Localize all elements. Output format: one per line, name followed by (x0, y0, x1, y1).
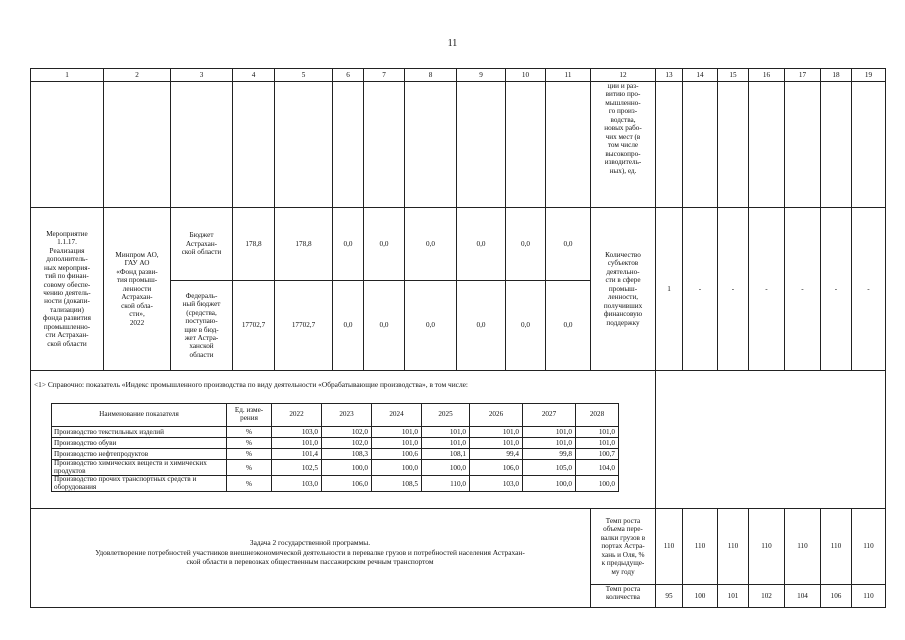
funding-value: 0,0 (563, 239, 573, 248)
funding-value: 0,0 (343, 321, 353, 330)
grid-line (30, 81, 886, 82)
funding-value: 0,0 (343, 239, 353, 248)
ref-row-name: Производство нефтепродуктов (52, 449, 227, 460)
task-2-target: 110 (761, 542, 772, 551)
reference-table (51, 403, 619, 492)
ref-row-value: 101,0 (523, 438, 576, 449)
ref-header-year: 2025 (422, 404, 470, 427)
ref-row-name: Производство текстильных изделий (52, 427, 227, 438)
ref-table-row (52, 427, 619, 438)
ref-row-value: 100,0 (576, 476, 619, 492)
task-2-target: 110 (663, 542, 675, 551)
reference-note: <1> Справочно: показатель «Индекс промышленного производства по виду деятельности «Обрабатывающие производства», в том числе: (34, 380, 468, 389)
task-2-target: 110 (727, 542, 739, 551)
event-name: Мероприятие 1.1.17. Реализация дополнитель- ных мероприя- тий по финан- совому обеспе- чению деятель- ности (докапи- тализации) фонда развития промышленно- сти Астрахан- ской области (43, 229, 91, 348)
funding-value: 0,0 (521, 321, 530, 330)
funding-value: 0,0 (379, 239, 389, 248)
column-header-9: 9 (479, 70, 483, 79)
indicator-target: - (731, 284, 735, 293)
task-2-target: 110 (830, 542, 842, 551)
ref-row-value: 101,0 (422, 438, 470, 449)
ref-row-unit: % (227, 460, 272, 476)
task-2-target: 110 (863, 542, 874, 551)
column-header-16: 16 (762, 70, 771, 79)
column-header-13: 13 (665, 70, 673, 79)
ref-row-value: 100,7 (576, 449, 619, 460)
ref-row-value: 101,0 (422, 427, 470, 438)
column-header-12: 12 (619, 70, 627, 79)
ref-row-value: 103,0 (272, 476, 322, 492)
column-header-1: 1 (65, 70, 69, 79)
column-header-10: 10 (521, 70, 530, 79)
column-header-4: 4 (251, 70, 256, 79)
task-2-block (30, 538, 590, 567)
task-2-target: 102 (761, 591, 772, 600)
ref-row-value: 108,1 (422, 449, 470, 460)
ref-row-value: 100,0 (523, 476, 576, 492)
funding-value: 178,8 (245, 239, 262, 248)
grid-line (655, 370, 656, 508)
ref-row-unit: % (227, 449, 272, 460)
ref-row-value: 103,0 (272, 427, 322, 438)
ref-header-name: Наименование показателя (52, 404, 227, 427)
page-number: 11 (447, 38, 458, 49)
ref-row-value: 100,0 (422, 460, 470, 476)
ref-row-value: 100,0 (372, 460, 422, 476)
ref-row-value: 102,0 (322, 427, 372, 438)
reference-table-header (52, 404, 619, 427)
column-header-18: 18 (832, 70, 840, 79)
funding-source: Бюджет Астрахан- ской области (181, 231, 222, 257)
column-header-15: 15 (729, 70, 737, 79)
ref-row-unit: % (227, 476, 272, 492)
ref-row-value: 100,0 (322, 460, 372, 476)
ref-row-value: 100,6 (372, 449, 422, 460)
funding-value: 0,0 (379, 321, 389, 330)
ref-row-value: 105,0 (523, 460, 576, 476)
column-header-2: 2 (135, 70, 139, 79)
ref-row-value: 106,0 (322, 476, 372, 492)
event-indicator: Количество субъектов деятельно- сти в сфере промыш- ленности, получивших финансовую поддержку (603, 250, 643, 327)
indicator-target: - (801, 284, 804, 293)
ref-row-value: 99,8 (523, 449, 576, 460)
ref-row-value: 101,0 (523, 427, 576, 438)
ref-row-name: Производство прочих транспортных средств и оборудования (52, 476, 227, 492)
ref-table-row (52, 438, 619, 449)
task-2-indicator: Темп роста количества (605, 585, 641, 602)
ref-row-name: Производство обуви (52, 438, 227, 449)
ref-header-year: 2027 (523, 404, 576, 427)
funding-value: 0,0 (426, 321, 435, 330)
funding-value: 0,0 (426, 239, 435, 248)
task-2-indicator: Темп роста объема пере- валки грузов в портах Астра- хань и Оля, % к предыдуще- му году (600, 516, 646, 576)
task-2-title: Задача 2 государственной программы. (249, 538, 371, 547)
ref-header-year: 2026 (470, 404, 523, 427)
funding-source: Федераль- ный бюджет (средства, поступаю- щие в бюд- жет Астра- ханской области (182, 291, 221, 359)
funding-value: 178,8 (295, 239, 312, 248)
ref-table-row (52, 449, 619, 460)
ref-row-unit: % (227, 427, 272, 438)
ref-row-value: 104,0 (576, 460, 619, 476)
funding-value: 0,0 (476, 321, 486, 330)
ref-table-row (52, 476, 619, 492)
ref-row-value: 110,0 (422, 476, 470, 492)
ref-row-name: Производство химических веществ и химических продуктов (52, 460, 227, 476)
task-2-target: 104 (797, 591, 808, 600)
column-header-8: 8 (428, 70, 433, 79)
funding-value: 0,0 (476, 239, 486, 248)
ref-header-year: 2028 (576, 404, 619, 427)
ref-row-value: 101,0 (272, 438, 322, 449)
funding-value: 0,0 (521, 239, 530, 248)
ref-row-value: 101,0 (470, 427, 523, 438)
task-2-target: 95 (665, 591, 673, 600)
indicator-target: - (834, 284, 838, 293)
column-header-11: 11 (564, 70, 572, 79)
funding-value: 17702,7 (291, 321, 316, 330)
task-2-target: 106 (830, 591, 842, 600)
task-2-target: 101 (727, 591, 739, 600)
funding-value: 17702,7 (241, 321, 266, 330)
ref-row-value: 106,0 (470, 460, 523, 476)
indicator-continuation: ции и раз- витию про- мышленно- го произ- водства, новых рабо- чих мест (в том числе высокопро- изводитель- ных), ед. (604, 82, 642, 175)
grid-line (885, 68, 886, 607)
column-header-17: 17 (798, 70, 807, 79)
ref-row-value: 101,0 (576, 438, 619, 449)
ref-row-value: 101,0 (576, 427, 619, 438)
indicator-target: - (867, 284, 870, 293)
column-header-19: 19 (864, 70, 873, 79)
task-2-target: 100 (694, 591, 706, 600)
indicator-target: 1 (667, 284, 671, 293)
grid-line (30, 607, 886, 608)
ref-row-value: 101,4 (272, 449, 322, 460)
task-2-text: Удовлетворение потребностей участников внешнеэкономической деятельности в перевалке грузов и потребностей населения Астрахан- ской области в перевозках общественным пассажирским речным транспортом (95, 547, 525, 567)
ref-row-value: 102,0 (322, 438, 372, 449)
ref-row-value: 101,0 (372, 438, 422, 449)
task-2-target: 110 (797, 542, 808, 551)
ref-header-year: 2023 (322, 404, 372, 427)
ref-header-unit: Ед. изме- рения (227, 404, 272, 427)
funding-value: 0,0 (563, 321, 573, 330)
ref-table-row (52, 460, 619, 476)
task-2-target: 110 (863, 591, 874, 600)
ref-row-value: 108,5 (372, 476, 422, 492)
ref-header-year: 2022 (272, 404, 322, 427)
ref-row-value: 101,0 (372, 427, 422, 438)
ref-row-value: 103,0 (470, 476, 523, 492)
column-header-6: 6 (346, 70, 350, 79)
indicator-target: - (698, 284, 702, 293)
ref-row-value: 108,3 (322, 449, 372, 460)
ref-row-unit: % (227, 438, 272, 449)
column-header-5: 5 (301, 70, 306, 79)
ref-row-value: 99,4 (470, 449, 523, 460)
task-2-target: 110 (694, 542, 706, 551)
ref-header-year: 2024 (372, 404, 422, 427)
grid-line (30, 370, 886, 371)
column-header-14: 14 (696, 70, 704, 79)
column-header-3: 3 (199, 70, 204, 79)
ref-row-value: 101,0 (470, 438, 523, 449)
event-executor: Минпром АО, ГАУ АО «Фонд разви- тия промыш- ленности Астрахан- ской обла- сти», 2022 (115, 250, 159, 327)
ref-row-value: 102,5 (272, 460, 322, 476)
column-header-7: 7 (382, 70, 386, 79)
indicator-target: - (765, 284, 768, 293)
